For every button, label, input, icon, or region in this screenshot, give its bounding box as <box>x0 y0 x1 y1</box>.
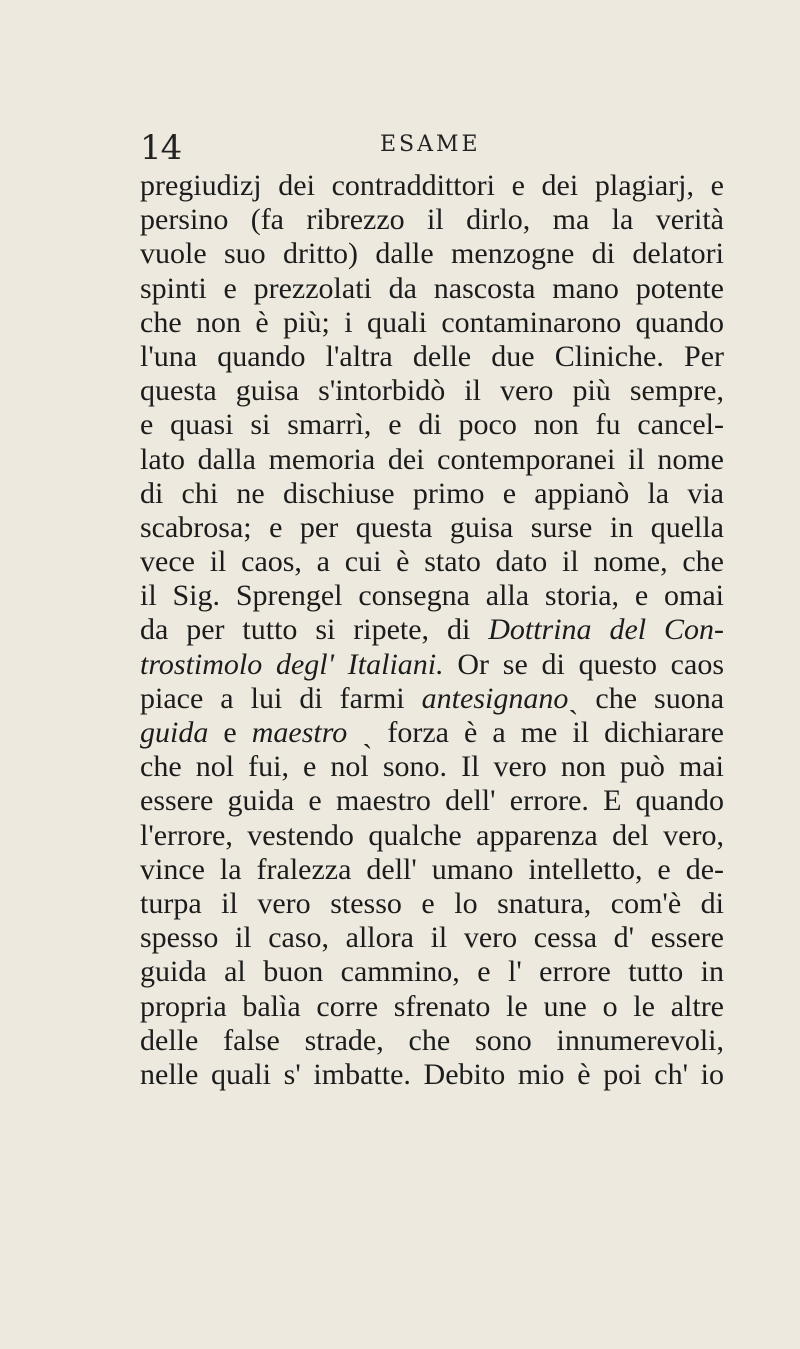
text-line: di chi ne dischiuse primo e appianò la via <box>140 476 724 510</box>
text-line: vece il caos, a cui è stato dato il nome, che <box>140 545 724 579</box>
text-line: scabrosa; e per questa guisa surse in quella <box>140 510 724 544</box>
text-line: che non è più; i quali contaminarono quando <box>140 305 724 339</box>
text-line: spesso il caso, allora il vero cessa d' essere <box>140 921 724 955</box>
text-line: l'una quando l'altra delle due Cliniche. Per <box>140 339 724 373</box>
text-line: il Sig. Sprengel consegna alla storia, e omai <box>140 579 724 613</box>
text-line: e quasi si smarrì, e di poco non fu cancel- <box>140 408 724 442</box>
running-head: ESAME <box>380 132 481 157</box>
italic-word: antesignano <box>421 681 569 715</box>
text-line: pregiudizj dei contraddittori e dei plagiarj, e <box>140 169 724 202</box>
text-line: l'errore, vestendo qualche apparenza del vero, <box>140 818 724 852</box>
text-line: vince la fralezza dell' umano intelletto, e de- <box>140 852 724 886</box>
text-line: vuole suo dritto) dalle menzogne di delatori <box>140 237 724 271</box>
text-line: nelle quali s' imbatte. Debito mio è poi ch' io <box>140 1057 724 1091</box>
text-line <box>140 648 724 682</box>
text-span: forza è a me il dichiarare <box>387 716 724 749</box>
comma-mark: ˏ <box>568 681 579 715</box>
text-line: guida al buon cammino, e l' errore tutto in <box>140 955 724 989</box>
body-text <box>140 169 724 1092</box>
text-line: propria balìa corre sfrenato le une o le altre <box>140 989 724 1023</box>
text-line: essere guida e maestro dell' errore. E quando <box>140 784 724 818</box>
page-number: 14 <box>140 128 182 168</box>
text-line: spinti e prezzolati da nascosta mano potente <box>140 271 724 305</box>
page-header <box>140 128 740 168</box>
text-line: turpa il vero stesso e lo snatura, com'è di <box>140 886 724 920</box>
text-line: persino (fa ribrezzo il dirlo, ma la verità <box>140 203 724 237</box>
text-span: e <box>223 716 237 749</box>
italic-word: guida <box>140 716 209 749</box>
comma-mark: ˏ <box>362 716 373 749</box>
text-line: lato dalla memoria dei contemporanei il nome <box>140 442 724 476</box>
text-span: piace a lui di farmi <box>140 681 405 715</box>
italic-title-span: Dottrina del Con- <box>488 613 724 647</box>
italic-title-span: trostimolo degl' Italiani. <box>140 647 444 681</box>
italic-word: maestro <box>251 716 348 749</box>
text-span: che suona <box>595 681 724 715</box>
text-line: questa guisa s'intorbidò il vero più sempre, <box>140 374 724 408</box>
text-span: Or se di questo caos <box>457 647 724 681</box>
text-line <box>140 613 724 647</box>
text-span: da per tutto si ripete, di <box>140 613 471 647</box>
text-line: delle false strade, che sono innumerevoli, <box>140 1023 724 1057</box>
text-line <box>140 716 724 750</box>
text-line: che nol fui, e nol sono. Il vero non può mai <box>140 750 724 784</box>
text-line <box>140 682 724 716</box>
